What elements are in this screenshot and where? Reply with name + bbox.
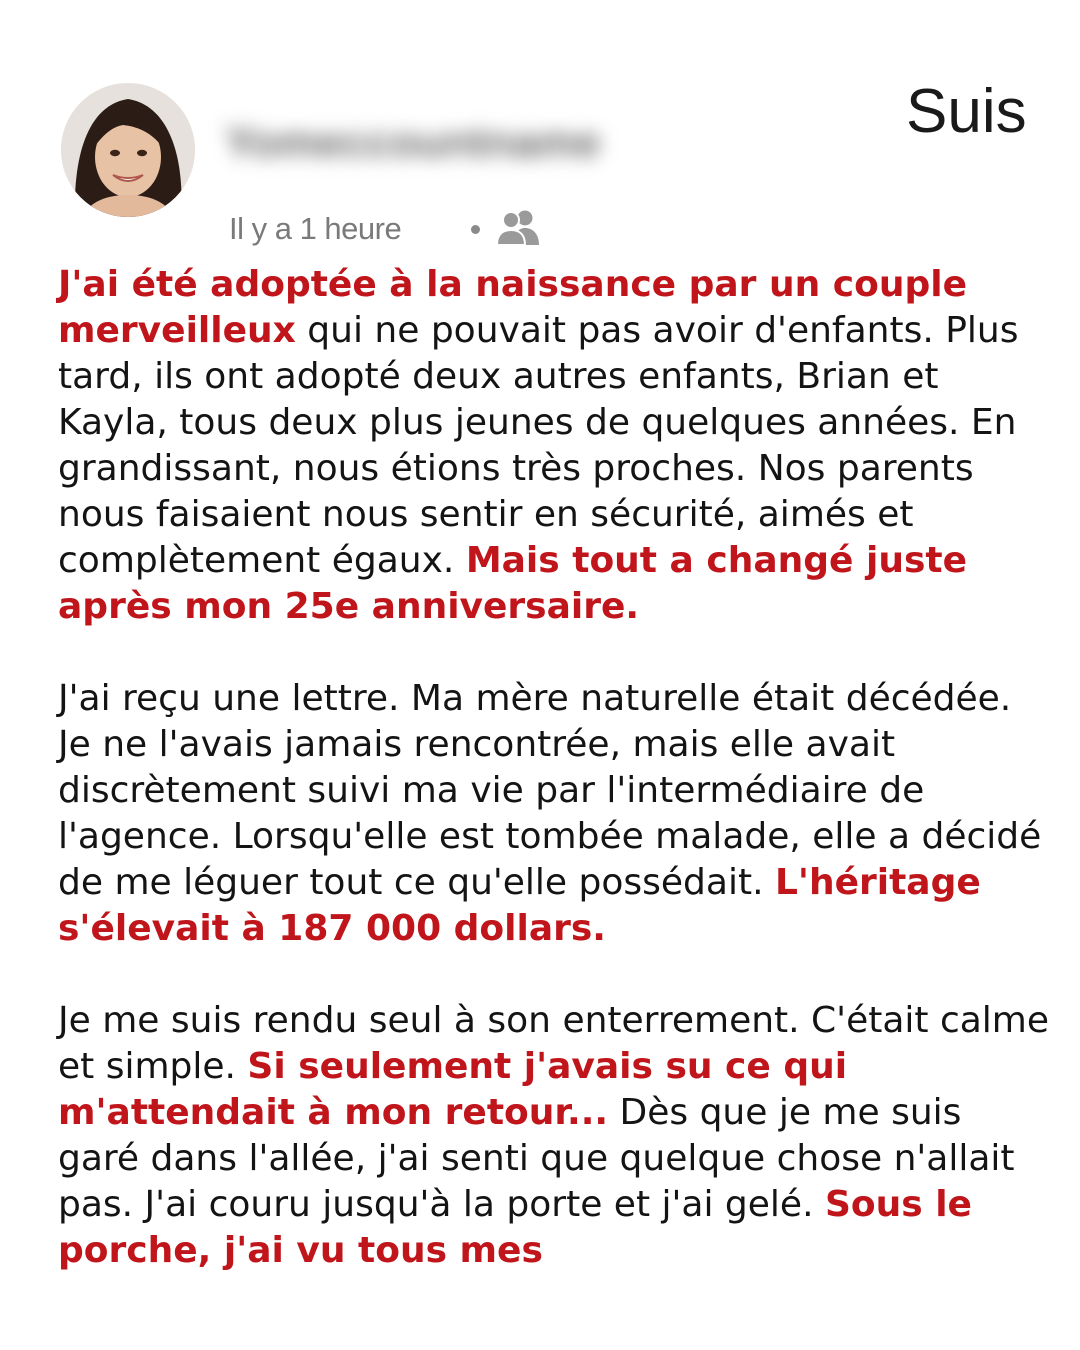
highlight-text: Mais tout a changé juste après mon 25e anniversaire. [58,540,967,627]
story-paragraph [58,676,1053,952]
highlight-text: L'héritage s'élevait à 187 000 dollars. [58,862,981,949]
highlight-text: Si seulement j'avais su ce qui m'attendait à mon retour... [58,1046,848,1133]
story-paragraph [58,262,1053,630]
highlight-text: Sous le porche, j'ai vu tous mes [58,1184,972,1271]
body-text: qui ne pouvait pas avoir d'enfants. Plus tard, ils ont adopté deux autres enfants, Brian et Kayla, tous deux plus jeunes de quelques années. En grandissant, nous étions très proches. Nos parents nous faisaient nous sentir en sécurité, aimés et complètement égaux. [58,310,1019,581]
body-text: Je me suis rendu seul à son enterrement. C'était calme et simple. [58,1000,1050,1087]
author-name[interactable]: Yomeccountname [225,118,601,167]
body-text: Dès que je me suis garé dans l'allée, j'ai senti que quelque chose n'allait pas. J'ai couru jusqu'à la porte et j'ai gelé. [58,1092,1015,1225]
post-body [58,262,1053,1320]
follow-button[interactable]: Suis [906,77,1027,146]
friends-icon[interactable] [495,207,543,251]
body-text: J'ai reçu une lettre. Ma mère naturelle était décédée. Je ne l'avais jamais rencontrée, mais elle avait discrètement suivi ma vie par l'intermédiaire de l'agence. Lorsqu'elle est tombée malade, elle a décidé de me léguer tout ce qu'elle possédait. [58,678,1042,903]
profile-photo-icon [61,83,195,217]
separator-dot [471,225,480,234]
story-paragraph [58,998,1053,1274]
post-timestamp: Il y a 1 heure [229,211,402,246]
avatar[interactable] [61,83,195,217]
highlight-text: J'ai été adoptée à la naissance par un couple merveilleux [58,264,967,351]
post-header [0,0,1080,260]
post-meta [229,207,543,251]
